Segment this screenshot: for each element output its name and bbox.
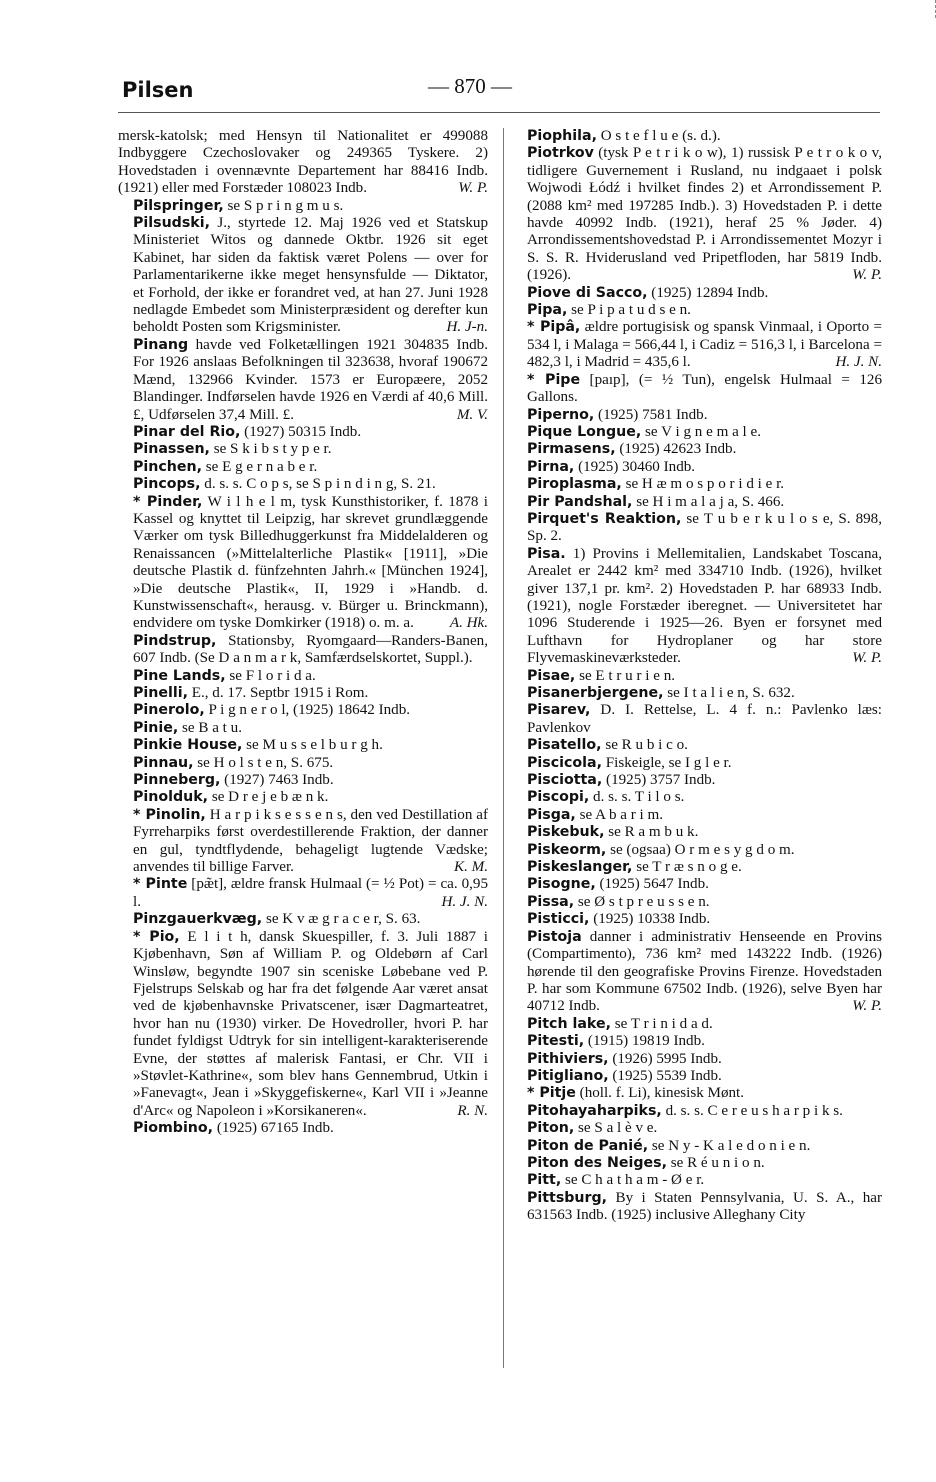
dictionary-entry [512, 302, 882, 319]
entry-text: se D r e j e b æ n k. [208, 789, 329, 806]
entry-text: se N y - K a l e d o n i e n. [648, 1137, 811, 1154]
entry-headword: Pitohayaharpiks, [527, 1102, 662, 1119]
entry-text: se R é u n i o n. [666, 1154, 765, 1171]
entry-headword: Pisae, [527, 667, 576, 684]
entry-text: (1925) 3757 Indb. [602, 772, 716, 789]
entry-text: se C h a t h a m - Ø e r. [561, 1172, 705, 1189]
entry-headword: Pinelli, [133, 685, 188, 701]
dictionary-entry [512, 911, 882, 928]
entry-headword: Pinolduk, [133, 789, 209, 806]
dictionary-entry [118, 424, 488, 441]
entry-text: se M u s s e l b u r g h. [242, 737, 383, 754]
entry-headword: Pilsudski, [133, 215, 210, 232]
author-signature: H. J-n. [446, 319, 488, 336]
dictionary-entry [118, 633, 488, 668]
entry-headword: Pithiviers, [527, 1050, 609, 1067]
entry-text: (1915) 19819 Indb. [584, 1033, 705, 1050]
entry-headword: Pilspringer, [133, 197, 224, 214]
entry-text: H a r p i k s e s s e n s, den ved Destillation af Fyrreharpiks først overdestillerende Fraktion, der danner en gul, tyndtflydende, behageligt lugtende Vædske; anvendes til billige Farver. [133, 806, 488, 876]
entry-text: se E t r u r i e n. [575, 667, 676, 684]
entry-text: se F l o r i d a. [225, 667, 316, 684]
header-rule [118, 112, 880, 113]
entry-text: (1925) 30460 Indb. [574, 458, 696, 475]
entry-headword: Pitesti, [527, 1033, 585, 1050]
entry-text: se S a l è v e. [574, 1120, 658, 1137]
entry-text: havde ved Folketællingen 1921 304835 Indb. For 1926 anslaas Befolkningen til 323638, hvoraf 190672 Mænd, 132966 Kvinder. 1573 er Europæere, 2052 Blandinger. Indførselen havde 1926 en Værdi af 40,6 Mill. £, Udførselen 37,4 Mill. £. [133, 336, 488, 423]
entry-text: se P i p a t u d s e n. [567, 302, 691, 319]
entry-headword: * Pitje [527, 1085, 576, 1102]
dictionary-entry [118, 929, 488, 1120]
entry-text: (1926) 5995 Indb. [608, 1050, 722, 1067]
entry-text: (1927) 50315 Indb. [240, 423, 362, 440]
entry-headword: * Pipe [527, 371, 581, 388]
entry-text: (1927) 7463 Indb. [220, 772, 334, 789]
entry-headword: Pissa, [527, 893, 575, 910]
dictionary-entry [118, 441, 488, 458]
entry-headword: Pisga, [527, 806, 576, 823]
dictionary-entry [512, 807, 882, 824]
entry-headword: * Pinder, [133, 493, 203, 510]
entry-text: se A b a r i m. [575, 806, 664, 823]
entry-text: se H o l s t e n, S. 675. [193, 754, 334, 771]
entry-headword: Piotrkov [527, 145, 594, 162]
entry-text: se R u b i c o. [601, 737, 688, 754]
dictionary-entry [512, 668, 882, 685]
dictionary-entry [512, 1138, 882, 1155]
dictionary-entry [118, 702, 488, 719]
entry-text: Fiskeigle, se I g l e r. [601, 754, 732, 771]
dictionary-entry [512, 128, 882, 145]
entry-text: J., styrtede 12. Maj 1926 ved et Statskup Ministeriet Witos og dannede Oktbr. 1926 sit eget Kabinet, har siden da faktisk været Polens — over for Parlamentarikerne ikke meget hensynsfulde — Diktator, et Forhold, der ikke er forandret ved, at han 27. Juni 1928 nedlagde Embedet som Ministerpræsident og derefter kun beholdt Posten som Krigsminister. [133, 215, 488, 336]
dictionary-entry [512, 737, 882, 754]
dictionary-entry [512, 511, 882, 546]
entry-headword: Pitigliano, [527, 1067, 609, 1084]
entry-headword: Piophila, [527, 128, 597, 144]
entry-headword: Pinkie House, [133, 737, 243, 754]
entry-text: se T r æ s n o g e. [632, 859, 742, 876]
author-signature: W. P. [458, 180, 488, 197]
dictionary-entry [512, 476, 882, 493]
dictionary-entry [118, 807, 488, 877]
dictionary-entry [118, 789, 488, 806]
dictionary-entry [512, 702, 882, 737]
entry-headword: Piton de Panié, [527, 1137, 649, 1154]
dictionary-entry [512, 319, 882, 371]
entry-headword: Pinerolo, [133, 702, 205, 719]
entry-text: P i g n e r o l, (1925) 18642 Indb. [204, 702, 411, 719]
entry-headword: * Pipâ, [527, 319, 581, 336]
entry-text: se I t a l i e n, S. 632. [663, 685, 795, 701]
entry-text: d. s. s. C o p s, se S p i n d i n g, S. 21. [200, 476, 436, 493]
entry-headword: Piscopi, [527, 789, 590, 806]
entry-text: By i Staten Pennsylvania, U. S. A., har 631563 Indb. (1925) inclusive Alleghany City [527, 1189, 882, 1224]
dictionary-entry [512, 929, 882, 1016]
entry-headword: Pirna, [527, 458, 575, 475]
dictionary-entry [512, 441, 882, 458]
entry-text: ældre portugisisk og spansk Vinmaal, i Oporto = 534 l, i Malaga = 566,44 l, i Cadiz = 516,3 l, i Barcelona = 482,3 l, i Madrid = 435,6 l. [527, 319, 882, 371]
dictionary-entry [118, 215, 488, 337]
entry-headword: Pisanerbjergene, [527, 685, 664, 701]
author-signature: K. M. [454, 859, 488, 876]
entry-text: (holl. f. Li), kinesisk Mønt. [575, 1085, 745, 1102]
entry-headword: Pinar del Rio, [133, 423, 241, 440]
entry-headword: Piombino, [133, 1120, 214, 1137]
entry-text: E l i t h, dansk Skuespiller, f. 3. Juli 1887 i Kjøbenhavn, Søn af William P. og Oldebørn af Carl Winsløw, begyndte 1907 sin sceniske Løbebane ved P. Fjelstrups Selskab og har fra det følgende Aar været ansat ved de kjøbenhavnske Privatscener, især Dagmarteatret, hvor han nu (1930) virker. De Hovedroller, hvori P. har fundet fyldigst Udtryk for sin intelligent-karakteriserende Evne, der støttes af malerisk Fantasi, er Chr. VII i »Støvlet-Kathrine«, som blev hans Gennembrud, Utkin i »Fanevagt«, Jean i »Skyggefiskerne«, Karl VII i »Jeanne d'Arc« og Napoleon i »Korsikaneren«. [133, 928, 488, 1119]
author-signature: W. P. [852, 267, 882, 284]
entry-text: se E g e r n a b e r. [201, 458, 318, 475]
entry-text: (1925) 5539 Indb. [608, 1067, 722, 1084]
entry-headword: Piperno, [527, 406, 595, 423]
entry-headword: Piton des Neiges, [527, 1154, 667, 1171]
entry-headword: * Pinolin, [133, 806, 206, 823]
dictionary-entry [118, 685, 488, 702]
entry-headword: Pine Lands, [133, 667, 226, 684]
dictionary-entry [512, 1085, 882, 1102]
dictionary-entry [118, 337, 488, 424]
entry-headword: Pittsburg, [527, 1189, 608, 1206]
dictionary-entry [118, 668, 488, 685]
entry-text: d. s. s. C e r e u s h a r p i k s. [661, 1102, 843, 1119]
entry-headword: Pinang [133, 336, 189, 353]
author-signature: R. N. [457, 1102, 488, 1119]
entry-headword: Pisciotta, [527, 772, 603, 789]
entry-text: se Ø s t p r e u s s e n. [574, 893, 710, 910]
entry-headword: Pisarev, [527, 702, 591, 719]
dictionary-entry [512, 145, 882, 284]
entry-text: se H æ m o s p o r i d i e r. [621, 476, 785, 493]
entry-headword: Piscicola, [527, 754, 602, 771]
entry-headword: Pincops, [133, 476, 201, 493]
dictionary-entry [118, 1120, 488, 1137]
entry-text: d. s. s. T i l o s. [589, 789, 685, 806]
entry-text: [pæ̃t], ældre fransk Hulmaal (= ½ Pot) = ca. 0,95 l. [133, 876, 489, 910]
entry-headword: Piove di Sacco, [527, 284, 648, 301]
entry-text: (1925) 42623 Indb. [615, 441, 737, 458]
entry-text: se H i m a l a j a, S. 466. [632, 493, 785, 510]
dictionary-entry [512, 285, 882, 302]
dictionary-entry [118, 494, 488, 633]
author-signature: W. P. [852, 998, 882, 1015]
dictionary-entry [118, 755, 488, 772]
running-head: Pilsen [122, 78, 194, 102]
entry-headword: Piskeslanger, [527, 859, 633, 876]
entry-headword: * Pinte [133, 876, 188, 893]
entry-headword: Piroplasma, [527, 476, 622, 493]
dictionary-entry [118, 198, 488, 215]
dictionary-entry [512, 1190, 882, 1225]
entry-text: se K v æ g r a c e r, S. 63. [262, 911, 421, 928]
dictionary-entry [512, 1120, 882, 1137]
dictionary-entry [512, 494, 882, 511]
entry-headword: Pisticci, [527, 911, 590, 928]
entry-text: danner i administrativ Henseende en Provins (Compartimento), 736 km² med 143222 Indb. (1926) hørende til den geografiske Provins Firenze. Hovedstaden P. har som Kommune 67502 Indb. (1926), selve Byen har 40712 Indb. [527, 928, 882, 1015]
entry-headword: Piton, [527, 1120, 575, 1137]
entry-text: (1925) 5647 Indb. [595, 876, 709, 893]
entry-headword: * Pio, [133, 928, 180, 945]
entry-text: se R a m b u k. [604, 824, 699, 841]
dictionary-entry [512, 407, 882, 424]
entry-headword: Pinchen, [133, 458, 202, 475]
page-number: — 870 — [428, 74, 512, 98]
author-signature: M. V. [456, 406, 488, 423]
dictionary-entry [118, 772, 488, 789]
entry-text: se B a t u. [178, 719, 242, 736]
entry-headword: Pinie, [133, 719, 179, 736]
dictionary-entry [512, 372, 882, 407]
entry-headword: Pisogne, [527, 876, 596, 893]
entry-text: se S k i b s t y p e r. [209, 441, 332, 458]
entry-text: (1925) 67165 Indb. [213, 1120, 334, 1137]
entry-text: D. I. Rettelse, L. 4 f. n.: Pavlenko læs: Pavlenkov [527, 702, 882, 736]
entry-headword: Pistoja [527, 928, 582, 945]
dictionary-entry [512, 1068, 882, 1085]
page-corner-mark [929, 0, 936, 18]
dictionary-entry [512, 1103, 882, 1120]
dictionary-entry [512, 1033, 882, 1050]
entry-text: se T u b e r k u l o s e, S. 898, Sp. 2. [527, 510, 882, 545]
entry-text: se (ogsaa) O r m e s y g d o m. [606, 841, 795, 858]
entry-text: (tysk P e t r i k o w), 1) russisk P e t r o k o v, tidligere Guvernement i Rusland, nu indgaaet i polsk Wojwodi Łódź i hvilket findes 2) et Arrondissement P. (2088 km² med 197285 Indb.). 3) Hovedstaden P. i dette havde 40992 Indb. (1921), heraf 25 % Jøder. 4) Arrondissementshovedstad P. i Arrondissementet Mozyr i S. S. R. Hviderusland ved Pripetfloden, har 5819 Indb. (1926). [527, 145, 882, 284]
entry-headword: Pitt, [527, 1172, 562, 1189]
dictionary-entry [118, 737, 488, 754]
dictionary-entry [512, 772, 882, 789]
dictionary-entry [118, 876, 488, 911]
entry-text: se V i g n e m a l e. [641, 423, 761, 440]
entry-text: (1925) 7581 Indb. [594, 406, 708, 423]
entry-text: se S p r i n g m u s. [223, 197, 344, 214]
dictionary-entry [118, 459, 488, 476]
entry-text: se T r i n i d a d. [611, 1015, 713, 1032]
entry-text: O s t e f l u e (s. d.). [596, 128, 721, 144]
entry-headword: Pipa, [527, 302, 568, 319]
entry-text: (1925) 10338 Indb. [589, 911, 711, 928]
dictionary-entry [118, 720, 488, 737]
entry-text: (1925) 12894 Indb. [647, 284, 769, 301]
dictionary-entry [512, 1016, 882, 1033]
entry-text: E., d. 17. Septbr 1915 i Rom. [187, 685, 369, 701]
entry-headword: Piskebuk, [527, 824, 605, 841]
author-signature: W. P. [852, 650, 882, 667]
dictionary-entry [512, 1172, 882, 1189]
dictionary-entry [118, 128, 488, 198]
dictionary-entry [512, 1051, 882, 1068]
dictionary-entry [512, 755, 882, 772]
dictionary-entry [512, 685, 882, 702]
dictionary-entry [118, 476, 488, 493]
entry-text: 1) Provins i Mellemitalien, Landskabet Toscana, Arealet er 2442 km² med 334710 Indb. (1926), hvilket giver 137,1 pr. km². 2) Hovedstaden P. har 68933 Indb. (1921), nogle Forstæder iberegnet. — Universitetet har 1096 Studerende i 1925—26. Byen er forsynet med Lufthavn for Hydroplaner og har store Flyvemaskineværksteder. [527, 545, 882, 667]
dictionary-entry [512, 424, 882, 441]
author-signature: H. J. N. [441, 893, 488, 910]
left-column [118, 128, 488, 1138]
dictionary-entry [512, 842, 882, 859]
dictionary-entry [512, 894, 882, 911]
dictionary-entry [512, 876, 882, 893]
entry-headword: Pitch lake, [527, 1015, 611, 1032]
entry-headword: Pir Pandshal, [527, 493, 633, 510]
entry-headword: Pinassen, [133, 441, 210, 458]
author-signature: A. Hk. [449, 615, 488, 632]
entry-text: Stationsby, Ryomgaard—Randers-Banen, 607 Indb. (Se D a n m a r k, Samfærdselskortet, Suppl.). [133, 632, 488, 667]
entry-text: mersk-katolsk; med Hensyn til Nationalitet er 499088 Indbyggere Czechoslovaker og 249365 Tyskere. 2) Hovedstaden i ovennævnte Departement har 88416 Indb. (1921) eller med Forstæder 108023 Indb. [118, 128, 488, 197]
column-divider [503, 128, 504, 1368]
dictionary-entry [512, 459, 882, 476]
dictionary-entry [512, 546, 882, 668]
dictionary-entry [512, 824, 882, 841]
entry-headword: Pinnau, [133, 754, 194, 771]
right-column [512, 128, 882, 1225]
entry-headword: Pisatello, [527, 737, 602, 754]
entry-headword: Pirquet's Reaktion, [527, 510, 682, 527]
dictionary-entry [512, 789, 882, 806]
entry-text: [paıp], (= ½ Tun), engelsk Hulmaal = 126 Gallons. [527, 371, 882, 406]
entry-headword: Pinzgauerkvæg, [133, 911, 263, 928]
entry-headword: Piskeorm, [527, 841, 607, 858]
dictionary-entry [512, 1155, 882, 1172]
dictionary-entry [512, 859, 882, 876]
author-signature: H. J. N. [835, 354, 882, 371]
entry-headword: Pisa. [527, 545, 566, 562]
entry-headword: Pinneberg, [133, 772, 221, 789]
dictionary-entry [118, 911, 488, 928]
entry-headword: Pindstrup, [133, 632, 217, 649]
entry-headword: Pique Longue, [527, 423, 642, 440]
entry-text: W i l h e l m, tysk Kunsthistoriker, f. 1878 i Kassel og knyttet til Leipzig, har skrevet grundlæggende Værker om tysk Billedhuggerkunst fra Middelalderen og Renaissancen (»Mittelalterliche Plastik« [1911], »Die deutsche Plastik d. fünfzehnten Jahrh.« [München 1924], »Die deutsche Plastik«, II, 1929 i »Handb. d. Kunstwissenschaft«, herausg. v. Bürger u. Brinckmann), endvidere om tyske Domkirker (1918) o. m. a. [133, 493, 488, 632]
entry-headword: Pirmasens, [527, 441, 616, 458]
